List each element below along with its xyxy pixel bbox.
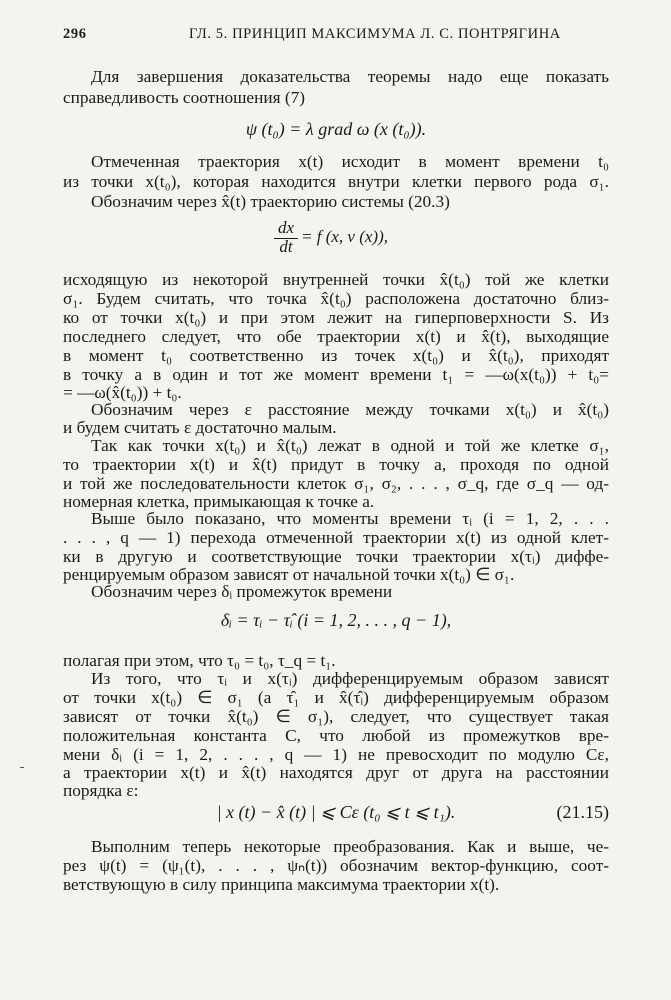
text-line: Из того, что τᵢ и x(τᵢ) дифференцируемым образом зависят — [91, 669, 609, 688]
text-line: положительная константа C, что любой из промежутков вре- — [63, 726, 609, 745]
text-line: в точку a в один и тот же момент времени t₁ = —ω(x(t₀)) + t₀= — [63, 365, 609, 384]
equation-number: (21.15) — [556, 802, 609, 822]
text-line: Так как точки x(t₀) и x̂(t₀) лежат в одной и той же клетке σ₁, — [91, 436, 609, 455]
text-line: полагая при этом, что τ₀ = t₀, τ_q = t₁. — [63, 651, 336, 670]
text-line: зависят от точки x̂(t₀) ∈ σ₁), следует, что существует такая — [63, 707, 609, 726]
equation-delta: δᵢ = τᵢ − τ̂ᵢ (i = 1, 2, . . . , q − 1), — [220, 610, 452, 630]
inequality-body: | x (t) − x̂ (t) | ⩽ Cε (t₀ ⩽ t ⩽ t₁). — [216, 802, 456, 822]
text-line: σ₁. Будем считать, что точка x̂(t₀) расположена достаточно близ- — [63, 289, 609, 308]
text-line: и будем считать ε достаточно малым. — [63, 418, 337, 437]
text-line: номерная клетка, примыкающая к точке a. — [63, 492, 375, 511]
text-line: а траектории x(t) и x̂(t) находятся друг от друга на расстоянии — [63, 763, 609, 782]
equation-psi: ψ (t₀) = λ grad ω (x (t₀)). — [245, 119, 427, 139]
text-line: . . . , q — 1) перехода отмеченной траектории x(t) из одной клет- — [63, 528, 609, 547]
page-header — [63, 26, 631, 48]
text-line: = —ω(x̂(t₀)) + t₀. — [63, 383, 182, 402]
text-line: Выполним теперь некоторые преобразования. Как и выше, че- — [91, 837, 609, 856]
text-line: ко от точки x(t₀) и при этом лежит на гиперповерхности S. Из — [63, 308, 609, 327]
text-line: ки в другую и соответствующие точки траектории x(τᵢ) диффе- — [63, 547, 609, 566]
text-line: Отмеченная траектория x(t) исходит в момент времени t₀ — [91, 152, 609, 171]
text-line: в момент t₀ соответственно из точек x(t₀) и x̂(t₀), приходят — [63, 346, 609, 365]
running-title: ГЛ. 5. ПРИНЦИП МАКСИМУМА Л. С. ПОНТРЯГИНА — [189, 26, 561, 42]
fraction-numerator: dx — [277, 218, 295, 237]
text-line: Обозначим через ε расстояние между точками x(t₀) и x̂(t₀) — [91, 400, 609, 419]
text-line: ветствующую в силу принципа максимума траектории x(t). — [63, 875, 500, 894]
equation-inequality — [63, 799, 609, 825]
page-number: 296 — [63, 26, 87, 42]
text-line: справедливость соотношения (7) — [63, 88, 305, 107]
text-line: исходящую из некоторой внутренней точки x̂(t₀) той же клетки — [63, 270, 609, 289]
text-line: Выше было показано, что моменты времени τᵢ (i = 1, 2, . . . — [91, 509, 609, 528]
text-line: из точки x(t₀), которая находится внутри клетки первого рода σ₁. — [63, 172, 609, 191]
text-line: Обозначим через x̂(t) траекторию системы (20.3) — [91, 192, 450, 211]
equation-rhs: = f (x, v (x)), — [301, 227, 388, 246]
fraction-denominator: dt — [279, 237, 293, 256]
text-line: то траектории x(t) и x̂(t) придут в точку a, проходя по одной — [63, 455, 609, 474]
text-line: порядка ε: — [63, 781, 139, 800]
text-line: от точки x(t₀) ∈ σ₁ (а τ̂₁ и x̂(τ̂ᵢ) дифференцируемым образом — [63, 688, 609, 707]
text-line: Для завершения доказательства теоремы надо еще показать — [91, 67, 609, 86]
text-line: Обозначим через δᵢ промежуток времени — [91, 582, 393, 601]
equation-ode — [265, 218, 425, 258]
text-line: последнего следует, что обе траектории x(t) и x̂(t), выходящие — [63, 327, 609, 346]
text-line: и той же последовательности клеток σ₁, σ₂, . . . , σ_q, где σ_q — од- — [63, 474, 609, 493]
margin-mark — [20, 767, 24, 768]
text-line: мени δᵢ (i = 1, 2, . . . , q — 1) не превосходит по модулю Cε, — [63, 745, 609, 764]
text-line: ренцируемым образом зависят от начальной точки x(t₀) ∈ σ₁. — [63, 565, 515, 584]
text-line: рез ψ(t) = (ψ₁(t), . . . , ψₙ(t)) обозначим вектор-функцию, соот- — [63, 856, 609, 875]
